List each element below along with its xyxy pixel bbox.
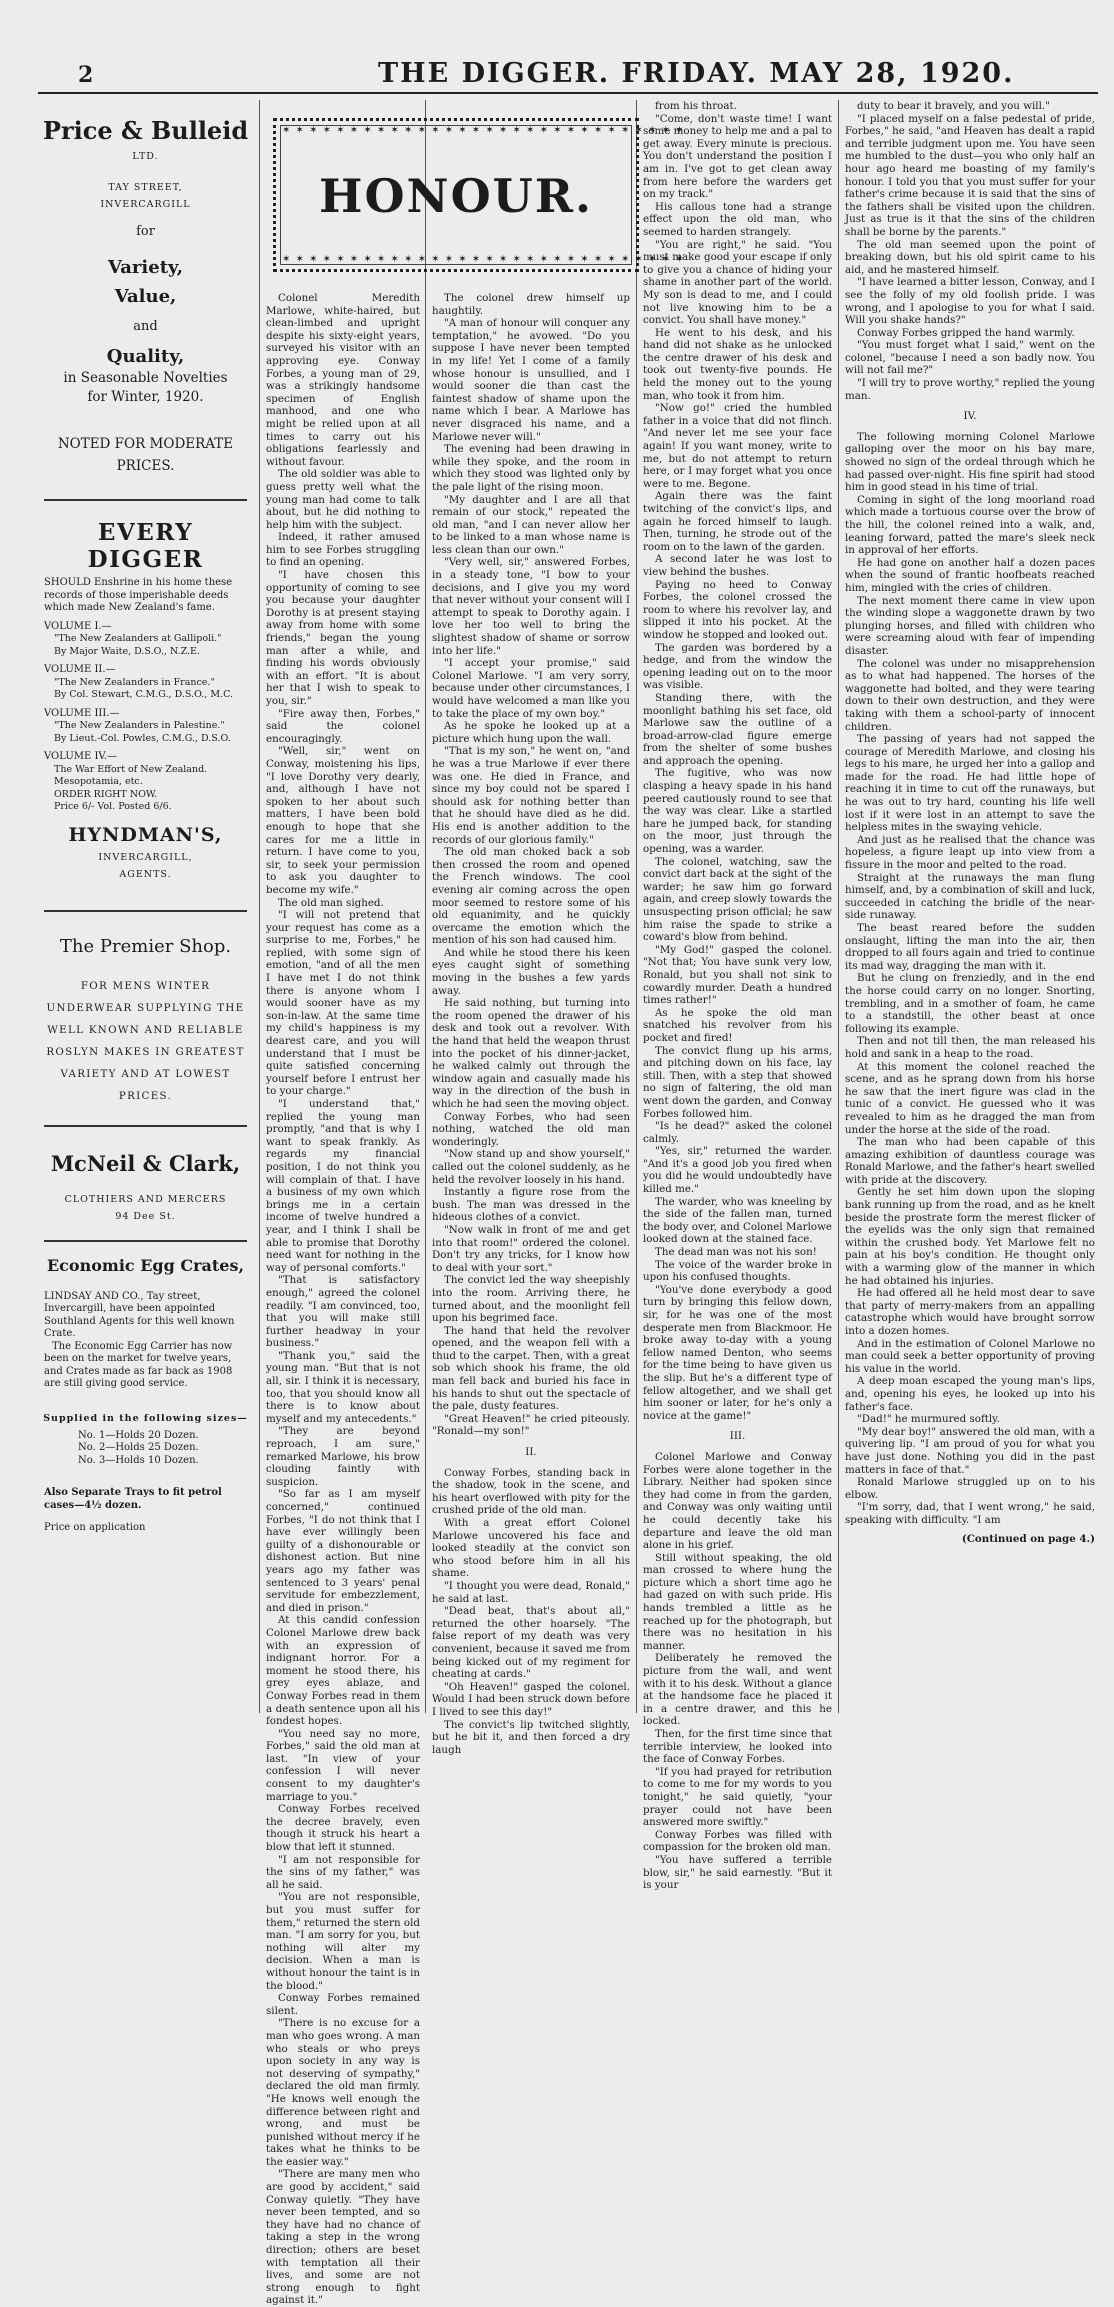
story-column-4 [845, 100, 1095, 1713]
story-paragraph: The garden was bordered by a hedge, and from the window the opening leading out on to the moor was visible. [643, 641, 832, 692]
story-paragraph: He said nothing, but turning into the room opened the drawer of his desk and took out a revolver. With the hand that held the weapon thrust into the pocket of his dinner-jacket, he walked calmly out through the window again and casually made his way in the direction of the bush in which he had seen the moving object. [432, 997, 630, 1110]
ad-title: EVERY DIGGER [87, 519, 204, 573]
ad-mcneil-clark [38, 1151, 253, 1222]
star-border-bottom: ✶ ✶ ✶ ✶ ✶ ✶ ✶ ✶ ✶ ✶ ✶ ✶ ✶ ✶ ✶ ✶ ✶ ✶ ✶ ✶ ✶ ✶ ✶ ✶ ✶ ✶ ✶ ✶ ✶ ✶ [282, 254, 685, 265]
story-paragraph: The colonel drew himself up haughtily. [432, 292, 630, 317]
story-paragraph: "My God!" gasped the colonel. "Not that; You have sunk very low, Ronald, but you shall not sink to cowardly murder. Death a hundred times rather!" [643, 943, 832, 1007]
story-paragraph: "I have chosen this opportunity of coming to see you because your daughter Dorothy is at present staying away from home with some friends," began the young man after a while, and finding his words obviously with an effort. "It is about her that I wish to speak to you, sir." [266, 569, 420, 707]
ad-text: INVERCARGILL [100, 199, 191, 210]
ad-premier-shop [38, 936, 253, 1107]
story-paragraph: "You must forget what I said," went on the colonel, "because I need a son badly now. You will not fail me?" [845, 339, 1095, 377]
ad-text: By Lieut.-Col. Powles, C.M.G., D.S.O. [54, 732, 231, 744]
story-paragraph: "You have suffered a terrible blow, sir," he said earnestly. "But it is your [643, 1853, 832, 1892]
story-paragraph: "I will not pretend that your request has come as a surprise to me, Forbes," he replied, with some sign of emotion, "and of all the men I have met I do not think there is anyone whom I would sooner have as my son-in-law. At the same time my child's happiness is my dearest care, and you will understand that I must be quite satisfied concerning yourself before I entrust her to your charge." [266, 909, 420, 1098]
ad-text: "The New Zealanders in France." [54, 676, 215, 688]
story-paragraph: (Continued on page 4.) [961, 1532, 1095, 1545]
story-paragraph: And in the estimation of Colonel Marlowe no man could seek a better opportunity of proving his value in the world. [845, 1337, 1095, 1375]
list-item: No. 3—Holds 10 Dozen. [78, 1454, 199, 1466]
column-rule [259, 100, 260, 1713]
story-paragraph: At this moment the colonel reached the scene, and as he sprang down from his horse he saw that the inert figure was clad in the tunic of a convict. He guessed who it was revealed to him as he dragged the man from under the horse at the side of the road. [845, 1060, 1095, 1136]
story-paragraph: "I have learned a bitter lesson, Conway, and I see the folly of my old foolish pride. I was wrong, and I apologise to you for what I said. Will you shake hands?" [845, 276, 1095, 327]
ad-price-bulleid [38, 116, 253, 477]
story-paragraph: "My dear boy!" answered the old man, with a quivering lip. "I am proud of you for what you have just done. Nothing you did in the past matters in face of that." [845, 1425, 1095, 1476]
story-paragraph: The warder, who was kneeling by the side of the fallen man, turned the body over, and Colonel Marlowe looked down at the stained face. [643, 1195, 832, 1246]
story-paragraph: Conway Forbes gripped the hand warmly. [857, 326, 1075, 339]
story-paragraph: Then and not till then, the man released his hold and sank in a heap to the road. [845, 1035, 1095, 1060]
ad-text: Supplied in the following sizes— [43, 1412, 248, 1424]
list-item: No. 1—Holds 20 Dozen. [78, 1429, 199, 1441]
masthead [38, 52, 1098, 94]
ad-text: Also Separate Trays to fit petrol cases—4½ dozen. [44, 1487, 222, 1511]
ad-text: Quality, [106, 346, 185, 367]
masthead-title: THE DIGGER. FRIDAY. MAY 28, 1920. [378, 58, 1015, 89]
story-paragraph: "Now walk in front of me and get into that room!" ordered the colonel. Don't try any tricks, for I know how to deal with your sort." [432, 1223, 630, 1274]
story-column-1 [266, 292, 420, 2307]
story-paragraph: "Well, sir," went on Conway, moistening his lips, "I love Dorothy very dearly, and, although I have not spoken to her about such matters, I have been bold enough to hope that she cares for me a little in return. I have come to you, sir, to seek your permission to ask you daughter to become my wife." [266, 745, 420, 896]
story-paragraph: The old man choked back a sob then crossed the room and opened the French windows. The cool evening air coming across the open moor seemed to restore some of his old equanimity, and he quickly overcame the emotion which the mention of his son had caused him. [432, 846, 630, 947]
story-paragraph: Ronald Marlowe struggled up on to his elbow. [845, 1476, 1095, 1501]
ad-title: Economic Egg Crates, [46, 1255, 245, 1275]
story-paragraph: As he spoke he looked up at a picture which hung upon the wall. [432, 720, 630, 745]
story-paragraph: Conway Forbes was filled with compassion for the broken old man. [643, 1828, 832, 1854]
ad-text: Price on application [44, 1522, 146, 1533]
divider [44, 499, 247, 501]
story-paragraph: "Oh Heaven!" gasped the colonel. Would I had been struck down before I lived to see this day!" [432, 1680, 630, 1718]
list-item: No. 2—Holds 25 Dozen. [78, 1442, 199, 1453]
story-paragraph: Coming in sight of the long moorland road which made a tortuous course over the brow of the hill, the colonel reined into a walk, and, leaning forward, patted the mare's sleek neck in approval of her efforts. [845, 493, 1095, 557]
ad-text: Value, [114, 286, 177, 307]
ad-text: INVERCARGILL, [98, 851, 193, 863]
story-paragraph: The fugitive, who was now clasping a heavy spade in his hand peered cautiously round to see that the way was clear. Like a startled hare he jumped back, for standing on the moor, just through the opening, was a warder. [643, 767, 832, 856]
story-paragraph: The hand that held the revolver opened, and the weapon fell with a thud to the carpet. Then, with a great sob which shook his frame, the old man fell back and buried his face in his hands to shut out the spectacle of the pale, dusty features. [432, 1324, 630, 1413]
story-paragraph: "That is my son," he went on, "and he was a true Marlowe if ever there was one. He died in France, and since my boy could not be spared I should ask for nothing better than that he should have died as he did. His end is another addition to the records of our glorious family." [432, 745, 630, 846]
divider [44, 910, 247, 912]
story-paragraph: Deliberately he removed the picture from the wall, and went with it to his desk. Without a glance at the handsome face he placed it in a centre drawer, and this he locked. [643, 1652, 832, 1728]
story-paragraph: IV. [963, 410, 977, 423]
ad-title: Price & Bulleid [42, 116, 249, 145]
story-paragraph: "Yes, sir," returned the warder. "And it's a good job you fired when you did he would undoubtedly have killed me." [643, 1145, 832, 1196]
ad-text: LTD. [132, 151, 159, 162]
ad-text: "The New Zealanders at Gallipoli." [54, 633, 222, 644]
story-paragraph: "That is satisfactory enough," agreed the colonel readily. "I am convinced, too, that you will make still further headway in your business." [266, 1274, 420, 1350]
ad-text: The War Effort of New Zealand. [54, 763, 208, 775]
story-paragraph: "I placed myself on a false pedestal of pride, Forbes," he said, "and Heaven has dealt a rapid and terrible judgment upon me. You have seen me humbled to the dust—you who only half an hour ago heard me boasting of my family's honour. I told you that you must suffer for your father's crime because it is said that the sins of the fathers shall be visited upon the children. Just as true is it that the sins of the children shall be borne by the parents." [845, 112, 1095, 238]
story-paragraph: Gently he set him down upon the sloping bank running up from the road, and as he knelt beside the prostrate form the merest flicker of the eyelids was the only sign that remained within the crushed body. Yet Marlowe felt no pain at his boy's condition. He thought only with a warming glow of the manner in which he had obtained his injuries. [845, 1186, 1095, 1287]
ad-text: Price 6/- Vol. Posted 6/6. [54, 801, 172, 812]
story-paragraph: duty to bear it bravely, and you will." [857, 100, 1050, 112]
story-paragraph: The next moment there came in view upon the winding slope a waggonette drawn by two plunging horses, and filled with children who were screaming aloud with fear of impending disaster. [845, 594, 1095, 657]
story-paragraph: He had offered all he held most dear to save that party of merry-makers from an appalling catastrophe which would have brought sorrow into a dozen homes. [845, 1287, 1095, 1337]
story-paragraph: Standing there, with the moonlight bathing his set face, old Marlowe saw the outline of a broad-arrow-clad figure emerge from the shelter of some bushes and approach the opening. [643, 691, 832, 767]
ad-text: By Col. Stewart, C.M.G., D.S.O., M.C. [54, 689, 234, 700]
story-paragraph: The dead man was not his son! [655, 1246, 817, 1259]
story-paragraph: He went to his desk, and his hand did not shake as he unlocked the centre drawer of his desk and took out twenty-five pounds. He held the money out to the young man, who took it from him. [643, 326, 832, 402]
story-paragraph: "You've done everybody a good turn by bringing this fellow down, sir, for he was one of the most desperate men from Blackmoor. He broke away to-day with a young fellow named Denton, who seems for the time being to have given us the slip. But he's a different type of fellow altogether, and we shall get him sooner or later, for he's only a novice at the game!" [643, 1283, 832, 1422]
story-paragraph: "Dad!" he murmured softly. [857, 1413, 1000, 1426]
story-paragraph: "I am not responsible for the sins of my father," was all he said. [266, 1853, 420, 1891]
story-paragraph: "So far as I am myself concerned," continued Forbes, "I do not think that I have ever willingly been guilty of a dishonourable or dishonest action. But nine years ago my father was sentenced to 3 years' penal servitude for embezzlement, and died in prison." [266, 1488, 420, 1614]
story-paragraph: The colonel, watching, saw the convict dart back at the sight of the warder; he saw him go forward again, and creep slowly towards the unsuspecting prison official; he saw him raise the spade to strike a coward's blow from behind. [643, 855, 832, 944]
story-paragraph: The colonel was under no misapprehension as to what had happened. The horses of the waggonette had bolted, and they were tearing down to their own destruction, and they were taking with them a school-party of innocent children. [845, 657, 1095, 733]
story-paragraph: Colonel Meredith Marlowe, white-haired, but clean-limbed and upright despite his sixty-eight years, surveyed his visitor with an approving eye. Conway Forbes, a young man of 29, was a strikingly handsome specimen of English manhood, and one who might be relied upon at all times to carry out his obligations fearlessly and without favour. [266, 292, 420, 468]
story-paragraph: "I thought you were dead, Ronald," he said at last. [432, 1579, 630, 1605]
ad-text: for [136, 224, 155, 239]
story-paragraph: Instantly a figure rose from the bush. The man was dressed in the hideous clothes of a convict. [432, 1186, 630, 1224]
ad-title: The Premier Shop. [59, 935, 232, 957]
ad-body [38, 1291, 253, 1391]
ad-text: The Economic Egg Carrier has now been on the market for twelve years, and Crates made as far back as 1908 are still giving good service. [44, 1340, 233, 1389]
story-paragraph: With a great effort Colonel Marlowe uncovered his face and looked steadily at the convict son who stood before him in all his shame. [432, 1517, 630, 1580]
ad-text: LINDSAY AND CO., Tay street, Invercargill, have been appointed Southland Agents for this well known Crate. [44, 1290, 235, 1339]
story-paragraph: The convict led the way sheepishly into the room. Arriving there, he turned about, and the moonlight fell upon his begrimed face. [432, 1274, 630, 1325]
story-paragraph: "A man of honour will conquer any temptation," he avowed. "Do you suppose I have never been tempted in my life! Yet I come of a family whose honour is unsullied, and I would sooner die than cast the faintest shadow of shame upon the name which I bear. A Marlowe has never disgraced his name, and a Marlowe never will." [432, 317, 630, 443]
story-title-box [273, 118, 685, 272]
story-paragraph: "You are not responsible, but you must suffer for them," returned the stern old man. "I am sorry for you, but nothing will alter my decision. When a man is without honour the taint is in the blood." [266, 1891, 420, 1992]
ad-body [38, 577, 253, 814]
story-paragraph: The voice of the warder broke in upon his confused thoughts. [643, 1258, 832, 1284]
story-paragraph: The beast reared before the sudden onslaught, lifting the man into the air, then dropped to all fours again and tried to continue its mad way, dragging the man with it. [845, 922, 1095, 972]
story-paragraph: "Fire away then, Forbes," said the colonel encouragingly. [266, 707, 420, 745]
story-paragraph: And just as he realised that the chance was hopeless, a figure leapt up into view from a fissure in the moor and pelted to the road. [845, 833, 1095, 872]
story-paragraph: The convict's lip twitched slightly, but he bit it, and then forced a dry laugh [432, 1718, 630, 1756]
story-paragraph: But he clung on frenziedly, and in the end the horse could carry on no longer. Snorting, trembling, and in a smother of foam, he came to a standstill, the other beast at once following its example. [845, 972, 1095, 1035]
story-paragraph: Again there was the faint twitching of the convict's lips, and again he forced himself to laugh. Then, turning, he strode out of the room on to the lawn of the garden. [643, 490, 832, 553]
story-paragraph: "Great Heaven!" he cried piteously. "Ronald—my son!" [432, 1412, 630, 1438]
story-paragraph: "Is he dead?" asked the colonel calmly. [643, 1120, 832, 1145]
story-paragraph: Still without speaking, the old man crossed to where hung the picture which a short time ago he had gazed on with such pride. His hands trembled a little as he reached up for the photograph, but there was no hesitation in his manner. [643, 1551, 832, 1652]
ad-text: 94 Dee St. [115, 1210, 176, 1222]
ad-text: VOLUME I.— [44, 620, 112, 632]
story-paragraph: His callous tone had a strange effect upon the old man, who seemed to harden strangely. [643, 200, 832, 238]
story-paragraph: II. [525, 1446, 537, 1459]
story-paragraph: "I understand that," replied the young man promptly, "and that is why I want to speak frankly. As regards my financial position, I do not think you will complain of that. I have a business of my own which brings me in a certain income of twelve hundred a year, and I think I shall be able to promise that Dorothy need want for nothing in the way of personal comforts." [266, 1098, 420, 1274]
story-paragraph: "Very well, sir," answered Forbes, in a steady tone, "I bow to your decisions, and I give you my word that never without your consent will I attempt to speak to Dorothy again. I love her too well to bring the slightest shadow of shame or sorrow into her life." [432, 556, 630, 657]
ad-text: Mesopotamia, etc. [54, 776, 143, 787]
story-paragraph: "You need say no more, Forbes," said the old man at last. "In view of your confession I will never consent to my daughter's marriage to you." [266, 1727, 420, 1803]
story-paragraph: The old man seemed upon the point of breaking down, but his old spirit came to his aid, and he mastered himself. [845, 238, 1095, 276]
ad-text: VOLUME II.— [44, 664, 116, 675]
ad-title: McNeil & Clark, [50, 1150, 241, 1176]
ad-text: for Winter, 1920. [87, 389, 204, 405]
story-paragraph: And while he stood there his keen eyes caught sight of something moving in the bushes a few yards away. [432, 946, 630, 997]
ad-text: By Major Waite, D.S.O., N.Z.E. [54, 645, 201, 657]
story-paragraph: "I accept your promise," said Colonel Marlowe. "I am very sorry, because under other circumstances, I would have welcomed a man like you to take the place of my own boy." [432, 657, 630, 720]
story-paragraph: "They are beyond reproach, I am sure," remarked Marlowe, his brow clouding faintly with suspicion. [266, 1425, 420, 1488]
ad-text: "The New Zealanders in Palestine." [54, 720, 225, 731]
story-paragraph: Straight at the runaways the man flung himself, and, by a combination of skill and luck, succeeded in catching the bridle of the near-side runaway. [845, 871, 1095, 922]
story-title: HONOUR. [318, 169, 593, 223]
story-paragraph: Then, for the first time since that terrible interview, he looked into the face of Conway Forbes. [643, 1728, 832, 1766]
story-paragraph: The evening had been drawing in while they spoke, and the room in which they stood was lighted only by the pale light of the rising moon. [432, 443, 630, 493]
story-paragraph: A deep moan escaped the young man's lips, and, opening his eyes, he looked up into his father's face. [845, 1375, 1095, 1413]
ad-text: and [133, 319, 158, 334]
ad-size-list [38, 1430, 253, 1468]
story-paragraph: The convict flung up his arms, and pitching down on his face, lay still. Then, with a step that showed no sign of faltering, the old man went down the garden, and Conway Forbes followed him. [643, 1044, 832, 1120]
divider [44, 1240, 247, 1242]
story-paragraph: At this candid confession Colonel Marlowe drew back with an expression of indignant horror. For a moment he stood there, his grey eyes ablaze, and Conway Forbes read in them a death sentence upon all his fondest hopes. [266, 1614, 420, 1728]
story-paragraph: He had gone on another half a dozen paces when the sound of frantic hoofbeats reached him, mingled with the cries of children. [845, 556, 1095, 594]
ad-title: HYNDMAN'S, [68, 823, 223, 846]
story-paragraph: "I will try to prove worthy," replied the young man. [845, 377, 1095, 402]
story-paragraph: "You are right," he said. "You must make good your escape if only to give you a chance of hiding your shame in another part of the world. My son is dead to me, and I could not live knowing him to be a convict. You shall have money." [643, 238, 832, 327]
story-paragraph: Conway Forbes, who had seen nothing, watched the old man wonderingly. [432, 1110, 630, 1148]
story-paragraph: Conway Forbes remained silent. [266, 1992, 420, 2017]
story-column-3 [643, 100, 832, 1892]
story-paragraph: "There is no excuse for a man who goes wrong. A man who steals or who preys upon society in any way is not deserving of sympathy," declared the old man firmly. "He knows well enough the difference between right and wrong, and must be punished without mercy if he takes what he thinks to be the easier way." [266, 2017, 420, 2168]
story-paragraph: "There are many men who are good by accident," said Conway quietly. "They have never been tempted, and so they have had no chance of taking a step in the wrong direction; others are beset with temptation all their lives, and some are not strong enough to fight against it." [266, 2168, 420, 2307]
star-border-top: ✶ ✶ ✶ ✶ ✶ ✶ ✶ ✶ ✶ ✶ ✶ ✶ ✶ ✶ ✶ ✶ ✶ ✶ ✶ ✶ ✶ ✶ ✶ ✶ ✶ ✶ ✶ ✶ ✶ ✶ [282, 125, 685, 136]
ad-text: VOLUME III.— [44, 707, 120, 719]
ad-text: in Seasonable Novelties [63, 370, 228, 386]
story-paragraph: The following morning Colonel Marlowe galloping over the moor on his bay mare, showed no sign of the ordeal through which he had passed over-night. His fine spirit had stood him in good stead in his time of trial. [845, 430, 1095, 494]
story-paragraph: "Come, don't waste time! I want some money to help me and a pal to get away. Every minute is precious. You don't understand the position I am in. I've got to get clean away from here before the warders get on my track." [643, 112, 832, 201]
advertisements-column [38, 100, 253, 1713]
ad-every-digger [38, 519, 253, 880]
story-paragraph: "Now stand up and show yourself," called out the colonel suddenly, as he held the revolver loosely in his hand. [432, 1148, 630, 1186]
ad-text: SHOULD Enshrine in his home these records of those imperishable deeds which made New Zealand's fame. [44, 577, 233, 613]
ad-text: VOLUME IV.— [44, 751, 118, 762]
ad-text: CLOTHIERS AND MERCERS [64, 1193, 227, 1205]
story-paragraph: "If you had prayed for retribution to come to me for my words to you tonight," he said quietly, "your prayer could not have been answered more swiftly." [643, 1765, 832, 1829]
story-paragraph: Conway Forbes, standing back in the shadow, took in the scene, and his heart overflowed with pity for the crushed pride of the old man. [432, 1466, 630, 1517]
story-paragraph: Indeed, it rather amused him to see Forbes struggling to find an opening. [266, 531, 420, 569]
story-paragraph: Paying no heed to Conway Forbes, the colonel crossed the room to where his revolver lay, and slipped it into his pocket. At the window he stopped and looked out. [643, 578, 832, 641]
story-paragraph: The man who had been capable of this amazing exhibition of dauntless courage was Ronald Marlowe, and the father's heart swelled with pride at the discovery. [845, 1136, 1095, 1186]
story-paragraph: The old soldier was able to guess pretty well what the young man had come to talk about, but he did nothing to help him with the subject. [266, 468, 420, 531]
story-paragraph: Colonel Marlowe and Conway Forbes were alone together in the Library. Neither had spoken since they had come in from the garden, and Conway was only waiting until he could decently take his departure and leave the old man alone in his grief. [643, 1450, 832, 1552]
ad-text: TAY STREET, [108, 182, 183, 193]
story-paragraph: As he spoke the old man snatched his revolver from his pocket and fired! [643, 1006, 832, 1044]
story-paragraph: The old man sighed. [278, 896, 384, 909]
ad-text: FOR MENS WINTER UNDERWEAR SUPPLYING THE WELL KNOWN AND RELIABLE ROSLYN MAKES IN GREATEST VARIETY AND AT LOWEST PRICES. [46, 979, 245, 1102]
story-paragraph: "Now go!" cried the humbled father in a voice that did not flinch. "And never let me see your face again! If you want money, write to me, but do not attempt to return here, or I may forget what you once were to me. Begone. [643, 402, 832, 490]
divider [44, 1125, 247, 1127]
column-rule [425, 100, 426, 1713]
page-number: 2 [78, 62, 94, 88]
ad-text: Variety, [107, 257, 184, 278]
story-paragraph: "Thank you," said the young man. "But that is not all, sir. I think it is necessary, too, that you should know all there is to know about myself and my antecedents." [266, 1349, 420, 1425]
story-paragraph: Conway Forbes received the decree bravely, even though it struck his heart a blow that left it stunned. [266, 1803, 420, 1854]
story-paragraph: from his throat. [655, 100, 737, 112]
story-paragraph: III. [729, 1430, 746, 1443]
story-paragraph: A second later he was lost to view behind the bushes. [643, 553, 832, 578]
story-paragraph: "Dead beat, that's about all," returned the other hoarsely. "The false report of my death was very convenient, because it saved me from being kicked out of my regiment for cheating at cards." [432, 1605, 630, 1681]
story-paragraph: The passing of years had not sapped the courage of Meredith Marlowe, and closing his legs to his mare, he urged her into a gallop and made for the road. He had little hope of reaching it in time to cut off the runaways, but he was out to try hard, counting his life well lost if it were lost in an attempt to save the helpless mites in the swaying vehicle. [845, 733, 1095, 834]
ad-egg-crates [38, 1256, 253, 1535]
ad-text: NOTED FOR MODERATE PRICES. [57, 436, 234, 474]
ad-text: ORDER RIGHT NOW. [54, 788, 158, 800]
story-paragraph: "My daughter and I are all that remain of our stock," repeated the old man, "and I can never allow her to be linked to a man whose name is less clean than our own." [432, 493, 630, 556]
column-rule [838, 100, 839, 1713]
story-paragraph: "I'm sorry, dad, that I went wrong," he said, speaking with difficulty. "I am [845, 1501, 1095, 1526]
column-rule [636, 100, 637, 1713]
ad-text: AGENTS. [119, 868, 172, 880]
story-column-2 [432, 292, 630, 1756]
